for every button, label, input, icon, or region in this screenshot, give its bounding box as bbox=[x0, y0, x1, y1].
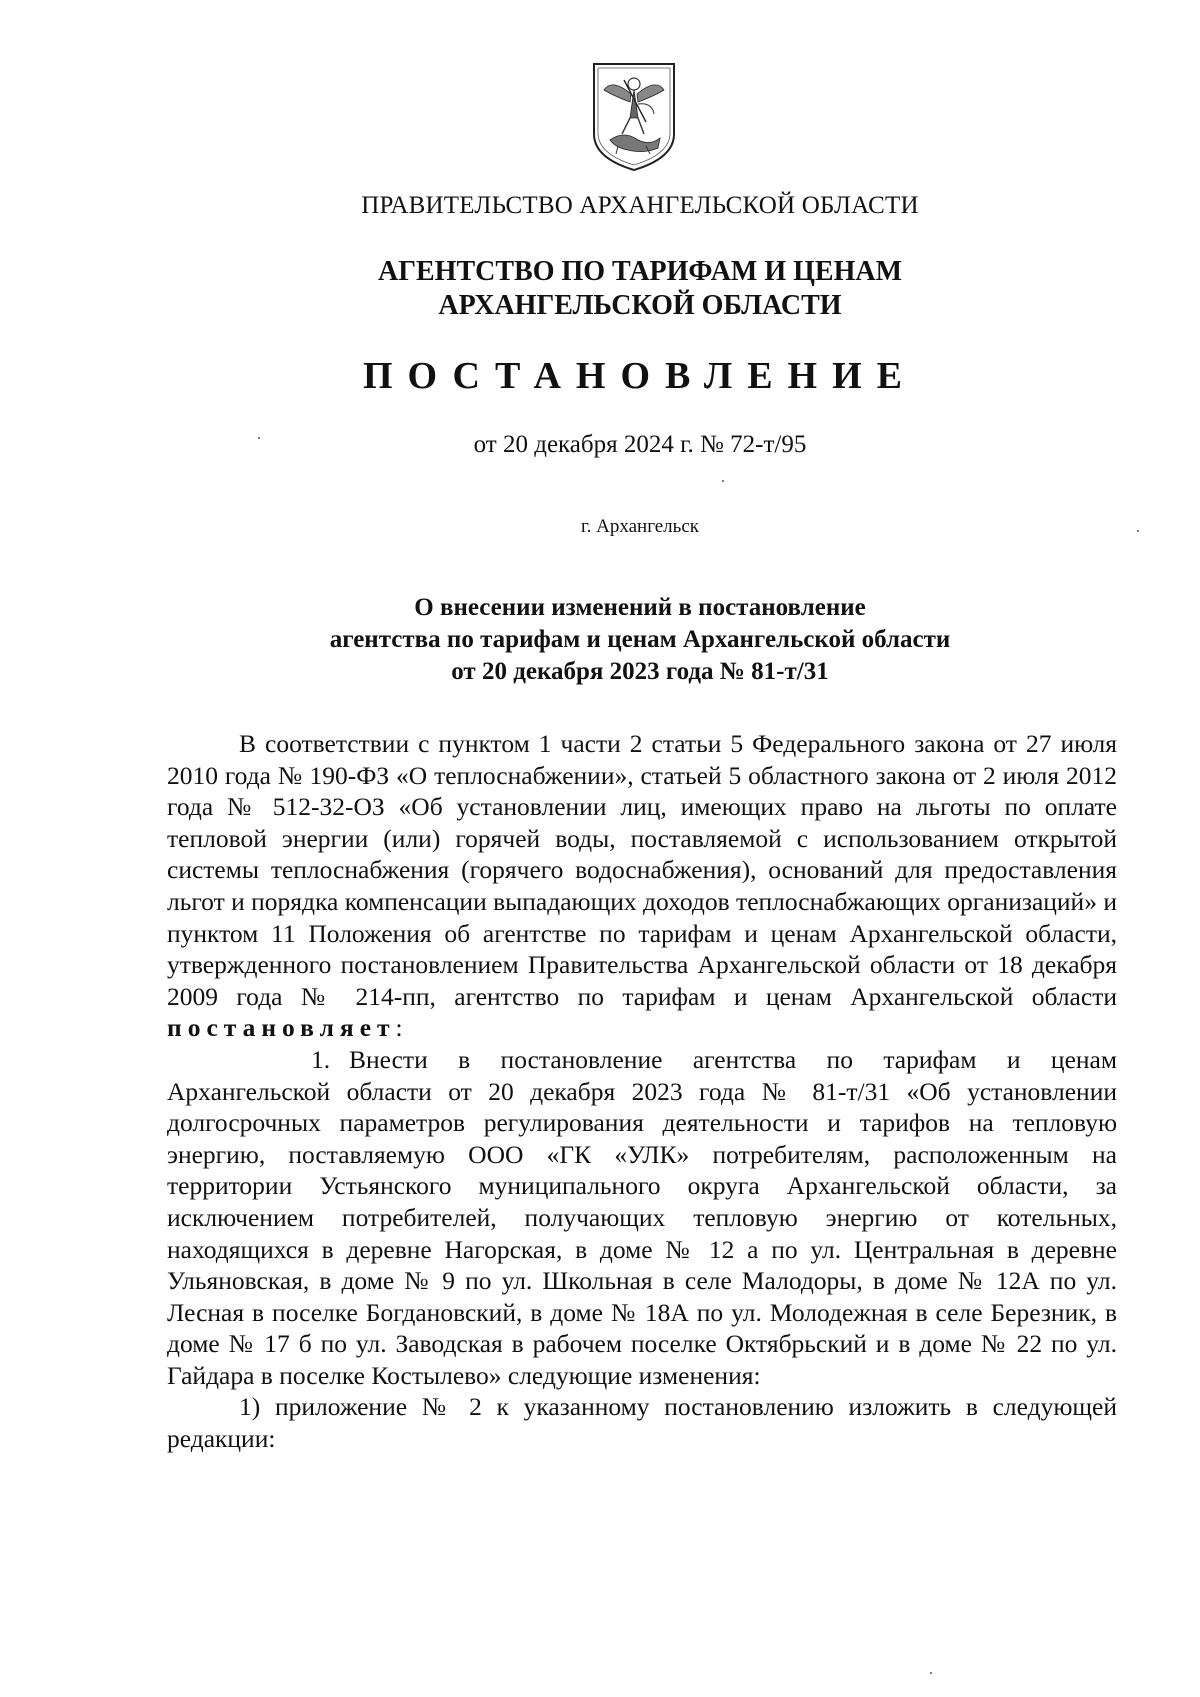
agency-title bbox=[0, 255, 1200, 323]
preamble-paragraph bbox=[167, 728, 1117, 1044]
resolves-punctuation: : bbox=[395, 1013, 403, 1043]
item-1-paragraph bbox=[167, 1044, 1117, 1392]
resolves-word: постановляет bbox=[167, 1013, 396, 1043]
item-1-text: Внести в постановление агентства по тарифам и ценам Архангельской области от 20 декабря 2023 года № 81-т/31 «Об установлении долгосрочных параметров регулирования деятельности и тарифов на тепловую энергию, поставляемую ООО «ГК «УЛК» потребителям, расположенным на территории Устьянского муниципального округа Архангельской области, за исключением потребителей, получающих тепловую энергию от котельных, находящихся в деревне Нагорская, в доме № 12 а по ул. Центральная в деревне Ульяновская, в доме № 9 по ул. Школьная в селе Малодоры, в доме № 12А по ул. Лесная в поселке Богдановский, в доме № 18А по ул. Молодежная в селе Березник, в доме № 17 б по ул. Заводская в рабочем поселке Октябрьский и в доме № 22 по ул. Гайдара в поселке Костылево» следующие изменения: bbox=[167, 1044, 1117, 1390]
item-1-number: 1. bbox=[311, 1044, 331, 1074]
subject-line2: агентства по тарифам и ценам Архангельской области bbox=[329, 626, 951, 653]
document-type: ПОСТАНОВЛЕНИЕ bbox=[362, 355, 918, 397]
subitem-1-paragraph: 1) приложение № 2 к указанному постановлению изложить в следующей редакции: bbox=[167, 1392, 1117, 1454]
agency-title-line2: АРХАНГЕЛЬСКОЙ ОБЛАСТИ bbox=[438, 290, 842, 321]
document-subject bbox=[0, 592, 1200, 688]
preamble-text: В соответствии с пунктом 1 части 2 статьи 5 Федерального закона от 27 июля 2010 года № 190-ФЗ «О теплоснабжении», статьей 5 областного закона от 2 июля 2012 года № 512-32-ОЗ «Об установлении лиц, имеющих право на льготы по оплате тепловой энергии (или) горячей воды, поставляемой с использованием открытой системы теплоснабжения (горячего водоснабжения), оснований для предоставления льгот и порядка компенсации выпадающих доходов теплоснабжающих организаций» и пунктом 11 Положения об агентстве по тарифам и ценам Архангельской области, утвержденного постановлением Правительства Архангельской области от 18 декабря 2009 года № 214-пп, агентство по тарифам и ценам Архангельской области bbox=[167, 729, 1117, 1011]
agency-title-line1: АГЕНТСТВО ПО ТАРИФАМ И ЦЕНАМ bbox=[377, 256, 903, 287]
date-and-number: от 20 декабря 2024 г. № 72-т/95 bbox=[473, 431, 807, 458]
subject-line3: от 20 декабря 2023 года № 81-т/31 bbox=[451, 658, 829, 685]
government-title: ПРАВИТЕЛЬСТВО АРХАНГЕЛЬСКОЙ ОБЛАСТИ bbox=[361, 192, 919, 219]
subject-line1: О внесении изменений в постановление bbox=[414, 594, 866, 621]
city: г. Архангельск bbox=[580, 516, 699, 537]
document-body bbox=[167, 728, 1117, 1455]
coat-of-arms-icon bbox=[588, 60, 680, 172]
